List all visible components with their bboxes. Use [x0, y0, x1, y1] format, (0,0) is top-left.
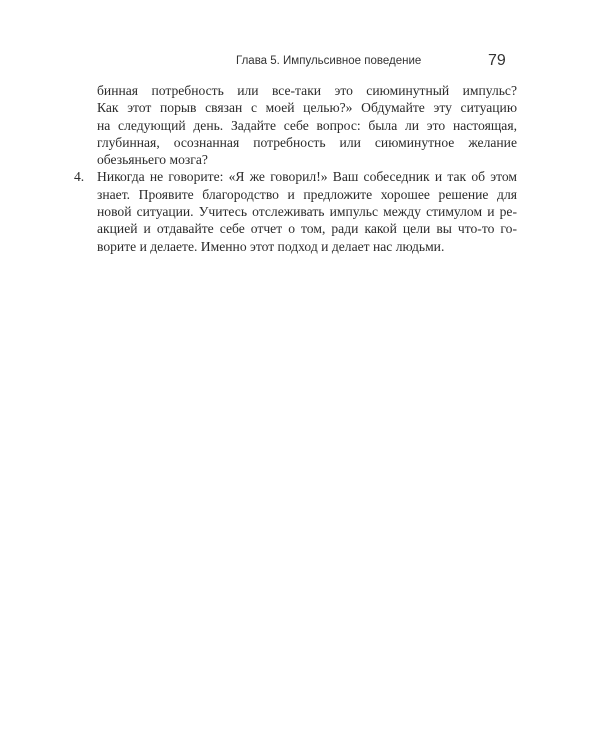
running-header-title: Глава 5. Импульсивное поведение: [236, 55, 422, 67]
text-line: ворите и делаете. Именно этот подход и делает нас людьми.: [97, 238, 445, 254]
continued-paragraph: [97, 82, 517, 168]
text-line: знает. Проявите благородство и предложите хорошее решение для: [97, 186, 517, 202]
list-item-4: [74, 168, 517, 254]
text-line: бинная потребность или все-таки это сиюминутный импульс?: [97, 83, 517, 98]
text-line: Никогда не говорите: «Я же говорил!» Ваш собеседник и так об этом: [97, 169, 517, 185]
text-line: обезьяньего мозга?: [97, 152, 208, 168]
text-line: глубинная, осознанная потребность или сиюминутное желание: [97, 134, 517, 150]
page-body: [74, 82, 517, 255]
text-line: акцией и отдавайте себе отчет о том, ради какой цели вы что-то го-: [97, 221, 517, 237]
text-line: на следующий день. Задайте себе вопрос: была ли это настоящая,: [97, 117, 517, 133]
list-number: 4.: [74, 169, 85, 185]
page-number: 79: [488, 52, 506, 69]
text-line: новой ситуации. Учитесь отслеживать импульс между стимулом и ре-: [97, 204, 517, 220]
text-line: Как этот порыв связан с моей целью?» Обдумайте эту ситуацию: [97, 100, 517, 116]
